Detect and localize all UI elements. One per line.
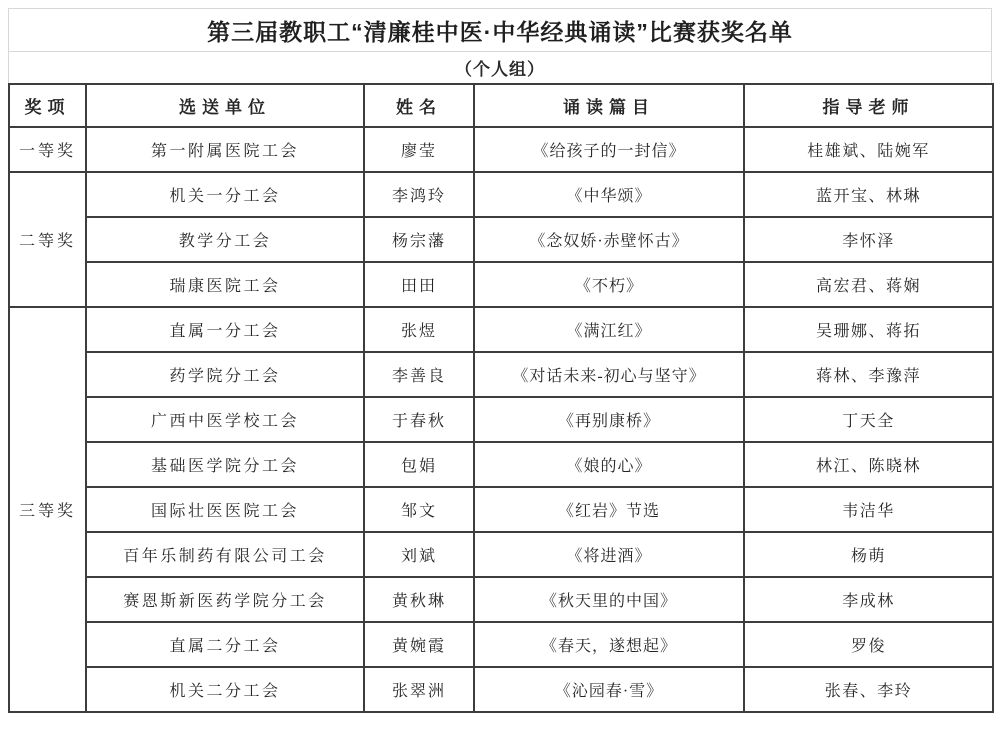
- piece-cell: 《红岩》节选: [474, 487, 744, 532]
- table-row: [9, 352, 993, 397]
- teachers-cell: 杨萌: [744, 532, 993, 577]
- teachers-cell: 丁天全: [744, 397, 993, 442]
- name-cell: 张煜: [364, 307, 474, 352]
- name-cell: 杨宗藩: [364, 217, 474, 262]
- piece-cell: 《对话未来-初心与坚守》: [474, 352, 744, 397]
- name-cell: 邹文: [364, 487, 474, 532]
- name-cell: 李鸿玲: [364, 172, 474, 217]
- table-row: [9, 172, 993, 217]
- unit-cell: 广西中医学校工会: [86, 397, 364, 442]
- teachers-cell: 桂雄斌、陆婉军: [744, 127, 993, 172]
- piece-cell: 《沁园春·雪》: [474, 667, 744, 712]
- unit-cell: 机关一分工会: [86, 172, 364, 217]
- document-content: [8, 8, 992, 713]
- table-row: [9, 577, 993, 622]
- unit-cell: 教学分工会: [86, 217, 364, 262]
- header-teachers: 指导老师: [744, 84, 993, 127]
- teachers-cell: 罗俊: [744, 622, 993, 667]
- name-cell: 刘斌: [364, 532, 474, 577]
- table-row: [9, 397, 993, 442]
- table-row: [9, 442, 993, 487]
- piece-cell: 《中华颂》: [474, 172, 744, 217]
- name-cell: 田田: [364, 262, 474, 307]
- teachers-cell: 李怀泽: [744, 217, 993, 262]
- teachers-cell: 张春、李玲: [744, 667, 993, 712]
- table-row: [9, 487, 993, 532]
- unit-cell: 第一附属医院工会: [86, 127, 364, 172]
- unit-cell: 赛恩斯新医药学院分工会: [86, 577, 364, 622]
- award-cell: 二等奖: [9, 172, 86, 307]
- teachers-cell: 蒋林、李豫萍: [744, 352, 993, 397]
- name-cell: 张翠洲: [364, 667, 474, 712]
- unit-cell: 直属二分工会: [86, 622, 364, 667]
- piece-cell: 《给孩子的一封信》: [474, 127, 744, 172]
- header-award: 奖项: [9, 84, 86, 127]
- name-cell: 黄秋琳: [364, 577, 474, 622]
- page-subtitle: （个人组）: [8, 52, 992, 83]
- header-name: 姓名: [364, 84, 474, 127]
- teachers-cell: 李成林: [744, 577, 993, 622]
- teachers-cell: 吴珊娜、蒋拓: [744, 307, 993, 352]
- table-row: [9, 532, 993, 577]
- piece-cell: 《娘的心》: [474, 442, 744, 487]
- teachers-cell: 韦洁华: [744, 487, 993, 532]
- name-cell: 于春秋: [364, 397, 474, 442]
- header-piece: 诵读篇目: [474, 84, 744, 127]
- piece-cell: 《满江红》: [474, 307, 744, 352]
- unit-cell: 药学院分工会: [86, 352, 364, 397]
- teachers-cell: 蓝开宝、林琳: [744, 172, 993, 217]
- name-cell: 廖莹: [364, 127, 474, 172]
- name-cell: 李善良: [364, 352, 474, 397]
- piece-cell: 《秋天里的中国》: [474, 577, 744, 622]
- unit-cell: 基础医学院分工会: [86, 442, 364, 487]
- page-title: 第三届教职工“清廉桂中医·中华经典诵读”比赛获奖名单: [8, 8, 992, 52]
- table-row: [9, 262, 993, 307]
- name-cell: 黄婉霞: [364, 622, 474, 667]
- table-row: [9, 622, 993, 667]
- award-cell: 三等奖: [9, 307, 86, 712]
- header-unit: 选送单位: [86, 84, 364, 127]
- table-row: [9, 217, 993, 262]
- piece-cell: 《将进酒》: [474, 532, 744, 577]
- award-cell: 一等奖: [9, 127, 86, 172]
- piece-cell: 《念奴娇·赤壁怀古》: [474, 217, 744, 262]
- unit-cell: 百年乐制药有限公司工会: [86, 532, 364, 577]
- piece-cell: 《不朽》: [474, 262, 744, 307]
- table-row: [9, 667, 993, 712]
- unit-cell: 国际壮医医院工会: [86, 487, 364, 532]
- teachers-cell: 林江、陈晓林: [744, 442, 993, 487]
- piece-cell: 《再别康桥》: [474, 397, 744, 442]
- teachers-cell: 高宏君、蒋娴: [744, 262, 993, 307]
- unit-cell: 瑞康医院工会: [86, 262, 364, 307]
- awards-table: [8, 83, 994, 713]
- unit-cell: 机关二分工会: [86, 667, 364, 712]
- piece-cell: 《春天，遂想起》: [474, 622, 744, 667]
- unit-cell: 直属一分工会: [86, 307, 364, 352]
- table-row: [9, 127, 993, 172]
- table-body: [9, 127, 993, 712]
- name-cell: 包娟: [364, 442, 474, 487]
- table-header-row: [9, 84, 993, 127]
- table-row: [9, 307, 993, 352]
